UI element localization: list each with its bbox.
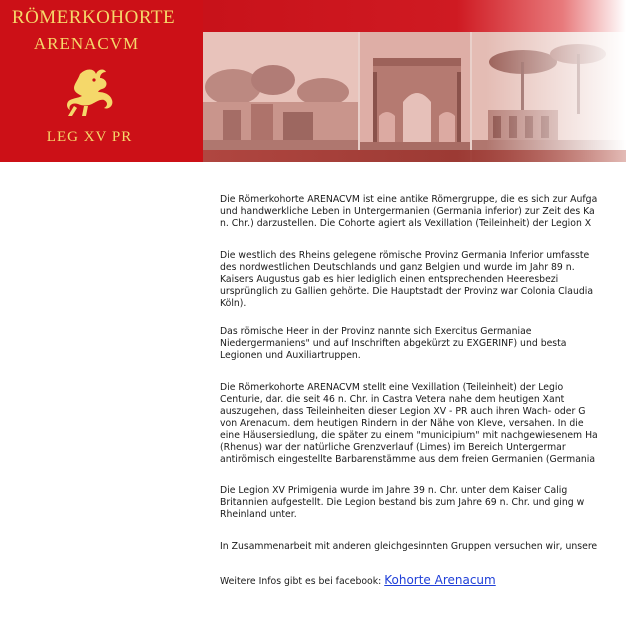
text-line: (Rhenus) war der natürliche Grenzverlauf (Limes) im Bereich Untergermar	[220, 442, 566, 453]
text-line: Niedergermaniens" und auf Inschriften abgekürzt zu EXGERINF) und besta	[220, 338, 567, 349]
text-line: Die westlich des Rheins gelegene römische Provinz Germania Inferior umfasste	[220, 250, 590, 261]
text-line: antirömisch eingestellte Barbarenstämme aus dem freien Germanien (Germania	[220, 454, 596, 465]
text-line: Legionen und Auxiliartruppen.	[220, 350, 361, 361]
logo-title: RÖMERKOHORTE	[11, 7, 176, 28]
banner-red-strip	[203, 0, 626, 32]
paragraph-cooperation	[220, 541, 626, 553]
paragraph-legion-history	[220, 485, 626, 521]
banner-fade	[486, 32, 626, 162]
text-line: von Arenacum. dem heutigen Rindern in der Nähe von Kleve, versahen. In die	[220, 418, 584, 429]
site-header	[0, 0, 626, 162]
capricorn-emblem-icon	[60, 66, 122, 118]
text-line: ursprünglich zu Gallien gehörte. Die Hauptstadt der Provinz war Colonia Claudia	[220, 286, 594, 297]
logo-subtitle: ARENACVM	[33, 34, 140, 53]
paragraph-province	[220, 250, 626, 310]
text-line: Centurie, dar. die seit 46 n. Chr. in Castra Vetera nahe dem heutigen Xant	[220, 394, 565, 405]
logo-legion: LEG XV PR	[46, 129, 133, 145]
text-line: Kaisers Augustus gab es hier lediglich einen entsprechenden Heeresbezi	[220, 274, 559, 285]
banner-bottom-strip	[203, 150, 626, 162]
paragraph-vexillation	[220, 382, 626, 466]
facebook-line	[220, 574, 626, 588]
text-line: Britannien aufgestellt. Die Legion bestand bis zum Jahre 69 n. Chr. und ging w	[220, 497, 585, 508]
facebook-prefix: Weitere Infos gibt es bei facebook:	[220, 576, 385, 587]
text-line: eine Häusersiedlung, die später zu einem "municipium" mit nachgewiesenem Ha	[220, 430, 598, 441]
paragraph-army	[220, 326, 626, 362]
text-line: Köln).	[220, 298, 247, 309]
text-line: und handwerkliche Leben in Untergermanien (Germania inferior) zur Zeit des Ka	[220, 206, 595, 217]
text-line: des nordwestlichen Deutschlands und ganz Belgien und wurde im Jahr 89 n.	[220, 262, 575, 273]
logo-panel[interactable]	[0, 0, 203, 162]
banner-image	[203, 32, 626, 162]
text-line: auszugehen, dass Teileinheiten dieser Legion XV - PR auch ihren Wach- oder G	[220, 406, 586, 417]
text-line: Das römische Heer in der Provinz nannte sich Exercitus Germaniae	[220, 326, 532, 337]
text-line: Die Römerkohorte ARENACVM ist eine antike Römergruppe, die es sich zur Aufga	[220, 194, 598, 205]
text-line: In Zusammenarbeit mit anderen gleichgesinnten Gruppen versuchen wir, unsere	[220, 541, 598, 552]
text-line: Die Legion XV Primigenia wurde im Jahre 39 n. Chr. unter dem Kaiser Calig	[220, 485, 568, 496]
text-line: n. Chr.) darzustellen. Die Cohorte agiert als Vexillation (Teileinheit) der Legion X	[220, 218, 592, 229]
paragraph-facebook	[220, 574, 626, 588]
main-content	[220, 194, 626, 588]
facebook-link[interactable]: Kohorte Arenacum	[384, 574, 496, 587]
text-line: Die Römerkohorte ARENACVM stellt eine Vexillation (Teileinheit) der Legio	[220, 382, 564, 393]
text-line: Rheinland unter.	[220, 509, 297, 520]
paragraph-intro	[220, 194, 626, 230]
